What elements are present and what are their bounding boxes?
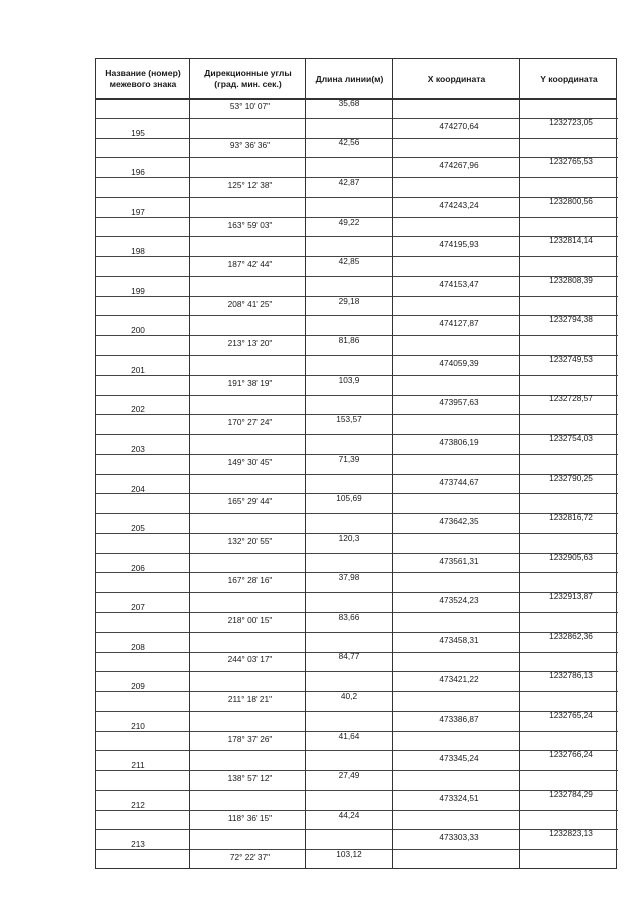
header-mark: Название (номер) межевого знака bbox=[105, 68, 181, 89]
segment-length: 40,2 bbox=[340, 690, 358, 701]
point-y: 1232816,72 bbox=[549, 512, 593, 523]
point-x: 473303,33 bbox=[439, 832, 479, 843]
row-divider bbox=[96, 790, 618, 791]
point-name: 208 bbox=[131, 641, 145, 652]
segment-length: 120,3 bbox=[338, 532, 360, 543]
point-y: 1232765,53 bbox=[549, 156, 593, 167]
point-y: 1232862,36 bbox=[549, 630, 593, 641]
segment-length: 42,87 bbox=[338, 176, 360, 187]
point-name: 211 bbox=[131, 760, 145, 771]
point-x: 473642,35 bbox=[439, 516, 479, 527]
segment-angle: 125° 12' 38" bbox=[227, 179, 273, 190]
column-divider bbox=[519, 58, 520, 869]
row-divider bbox=[96, 395, 618, 396]
point-name: 196 bbox=[131, 167, 145, 178]
point-y: 1232754,03 bbox=[549, 432, 593, 443]
point-x: 473957,63 bbox=[439, 397, 479, 408]
segment-angle: 213° 13' 20" bbox=[227, 338, 273, 349]
segment-angle: 72° 22' 37" bbox=[229, 852, 271, 863]
row-divider bbox=[96, 434, 618, 435]
point-x: 473524,23 bbox=[439, 595, 479, 606]
point-name: 201 bbox=[131, 364, 145, 375]
point-name: 199 bbox=[131, 285, 145, 296]
segment-angle: 191° 38' 19" bbox=[227, 377, 273, 388]
point-x: 474127,87 bbox=[439, 318, 479, 329]
row-divider bbox=[96, 829, 618, 830]
point-name: 198 bbox=[131, 246, 145, 257]
point-name: 197 bbox=[131, 206, 145, 217]
point-x: 473744,67 bbox=[439, 476, 479, 487]
table-header bbox=[95, 58, 617, 100]
point-name: 213 bbox=[131, 839, 145, 850]
point-name: 210 bbox=[131, 720, 145, 731]
row-divider bbox=[96, 671, 618, 672]
point-name: 200 bbox=[131, 325, 145, 336]
segment-angle: 165° 29' 44" bbox=[227, 496, 273, 507]
point-name: 206 bbox=[131, 562, 145, 573]
segment-angle: 163° 59' 03" bbox=[227, 219, 273, 230]
segment-length: 27,49 bbox=[338, 770, 360, 781]
point-y: 1232790,25 bbox=[549, 472, 593, 483]
point-y: 1232794,38 bbox=[549, 314, 593, 325]
row-divider bbox=[96, 553, 618, 554]
row-divider bbox=[96, 157, 618, 158]
row-divider bbox=[96, 276, 618, 277]
header-x: X координата bbox=[427, 73, 486, 84]
segment-length: 49,22 bbox=[338, 216, 360, 227]
segment-angle: 187° 42' 44" bbox=[227, 259, 273, 270]
segment-length: 71,39 bbox=[338, 453, 360, 464]
row-divider bbox=[96, 711, 618, 712]
row-divider bbox=[96, 513, 618, 514]
point-y: 1232749,53 bbox=[549, 353, 593, 364]
segment-length: 37,98 bbox=[338, 572, 360, 583]
point-name: 203 bbox=[131, 443, 145, 454]
point-name: 202 bbox=[131, 404, 145, 415]
segment-angle: 93° 36' 36" bbox=[229, 140, 271, 151]
segment-angle: 178° 37' 26" bbox=[227, 733, 273, 744]
segment-angle: 167° 28' 16" bbox=[227, 575, 273, 586]
point-x: 474195,93 bbox=[439, 239, 479, 250]
point-y: 1232765,24 bbox=[549, 709, 593, 720]
segment-angle: 118° 36' 15" bbox=[227, 812, 273, 823]
point-name: 209 bbox=[131, 681, 145, 692]
segment-length: 83,66 bbox=[338, 611, 360, 622]
point-y: 1232814,14 bbox=[549, 235, 593, 246]
point-x: 474153,47 bbox=[439, 278, 479, 289]
row-divider bbox=[96, 197, 618, 198]
segment-length: 41,64 bbox=[338, 730, 360, 741]
row-divider bbox=[96, 236, 618, 237]
segment-length: 42,85 bbox=[338, 256, 360, 267]
point-y: 1232784,29 bbox=[549, 788, 593, 799]
segment-angle: 138° 57' 12" bbox=[227, 773, 273, 784]
segment-length: 81,86 bbox=[338, 335, 360, 346]
point-y: 1232823,13 bbox=[549, 828, 593, 839]
point-x: 474243,24 bbox=[439, 199, 479, 210]
point-y: 1232766,24 bbox=[549, 749, 593, 760]
segment-length: 35,68 bbox=[338, 97, 360, 108]
point-x: 474270,64 bbox=[439, 120, 479, 131]
segment-angle: 244° 03' 17" bbox=[227, 654, 273, 665]
segment-length: 44,24 bbox=[338, 809, 360, 820]
segment-length: 105,69 bbox=[336, 493, 362, 504]
segment-length: 42,56 bbox=[338, 137, 360, 148]
segment-angle: 149° 30' 45" bbox=[227, 456, 273, 467]
header-length: Длина линии(м) bbox=[315, 73, 384, 84]
segment-angle: 208° 41' 25" bbox=[227, 298, 273, 309]
point-y: 1232913,87 bbox=[549, 591, 593, 602]
point-x: 473806,19 bbox=[439, 436, 479, 447]
segment-angle: 53° 10' 07" bbox=[229, 100, 271, 111]
point-name: 207 bbox=[131, 602, 145, 613]
point-x: 473345,24 bbox=[439, 753, 479, 764]
point-x: 473421,22 bbox=[439, 674, 479, 685]
point-x: 473458,31 bbox=[439, 634, 479, 645]
segment-length: 103,12 bbox=[336, 849, 362, 860]
point-name: 205 bbox=[131, 523, 145, 534]
point-name: 204 bbox=[131, 483, 145, 494]
point-x: 474059,39 bbox=[439, 357, 479, 368]
point-y: 1232723,05 bbox=[549, 116, 593, 127]
segment-angle: 218° 00' 15" bbox=[227, 614, 273, 625]
point-y: 1232786,13 bbox=[549, 670, 593, 681]
coordinates-table bbox=[95, 58, 617, 869]
row-divider bbox=[96, 355, 618, 356]
point-x: 473324,51 bbox=[439, 792, 479, 803]
segment-length: 84,77 bbox=[338, 651, 360, 662]
point-name: 195 bbox=[131, 127, 145, 138]
row-divider bbox=[96, 118, 618, 119]
row-divider bbox=[96, 750, 618, 751]
column-divider bbox=[392, 58, 393, 869]
point-y: 1232808,39 bbox=[549, 274, 593, 285]
segment-length: 153,57 bbox=[336, 414, 362, 425]
point-x: 473561,31 bbox=[439, 555, 479, 566]
point-x: 474267,96 bbox=[439, 160, 479, 171]
header-angle: Дирекционные углы (град. мин. сек.) bbox=[204, 68, 292, 89]
point-y: 1232905,63 bbox=[549, 551, 593, 562]
column-divider bbox=[189, 58, 190, 869]
point-name: 212 bbox=[131, 799, 145, 810]
segment-angle: 170° 27' 24" bbox=[227, 417, 273, 428]
segment-angle: 132° 20' 55" bbox=[227, 535, 273, 546]
header-y: Y координата bbox=[540, 73, 598, 84]
column-divider bbox=[305, 58, 306, 869]
point-y: 1232800,56 bbox=[549, 195, 593, 206]
segment-length: 103,9 bbox=[338, 374, 360, 385]
row-divider bbox=[96, 592, 618, 593]
row-divider bbox=[96, 474, 618, 475]
point-y: 1232728,57 bbox=[549, 393, 593, 404]
segment-angle: 211° 18' 21" bbox=[227, 693, 273, 704]
table-body bbox=[95, 98, 617, 869]
row-divider bbox=[96, 632, 618, 633]
row-divider bbox=[96, 315, 618, 316]
point-x: 473386,87 bbox=[439, 713, 479, 724]
segment-length: 29,18 bbox=[338, 295, 360, 306]
